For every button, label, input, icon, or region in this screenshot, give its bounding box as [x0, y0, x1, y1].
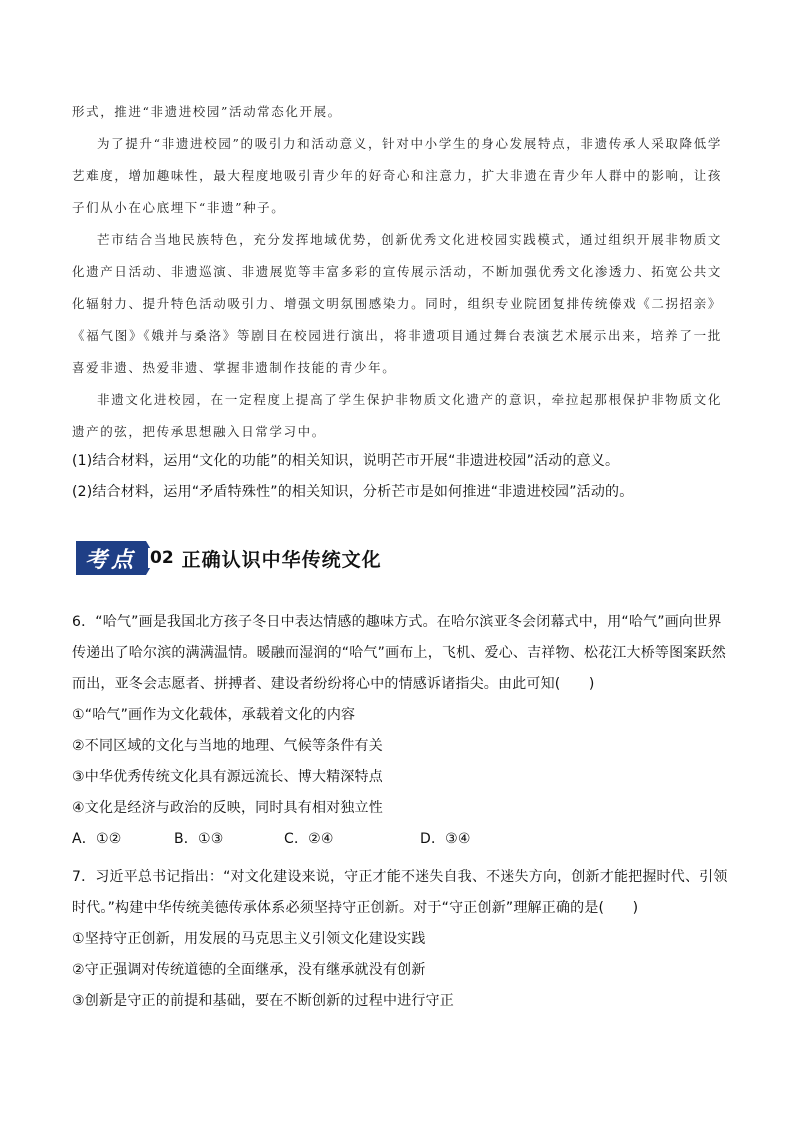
- question-7: [72, 862, 732, 1017]
- question-stem: 6．“哈气”画是我国北方孩子冬日中表达情感的趣味方式。在哈尔滨亚冬会闭幕式中，用“哈气”画向世界传递出了哈尔滨的满满温情。暖融而湿润的“哈气”画布上，飞机、爱心、吉祥物、松花江大桥等图案跃然而出，亚冬会志愿者、拼搏者、建设者纷纷将心中的情感诉诸指尖。由此可知( ): [72, 614, 726, 692]
- material-paragraph: 非遗文化进校园，在一定程度上提高了学生保护非物质文化遗产的意识，牵拉起那根保护非物质文化遗产的弦，把传承思想融入日常学习中。: [72, 392, 722, 439]
- option-d[interactable]: D．③④: [420, 831, 471, 847]
- section-badge: [76, 541, 146, 575]
- question-stem: 7．习近平总书记指出：“对文化建设来说，守正才能不迷失自我、不迷失方向，创新才能把握时代、引领时代。”构建中华传统美德传承体系必须坚持守正创新。对于“守正创新”理解正确的是( ): [72, 869, 728, 916]
- statement-item: ①坚持守正创新，用发展的马克思主义引领文化建设实践: [72, 931, 426, 947]
- section-banner: [76, 541, 382, 575]
- statement-item: ②守正强调对传统道德的全面继承，没有继承就没有创新: [72, 962, 426, 978]
- statement-item: ③中华优秀传统文化具有源远流长、博大精深特点: [72, 769, 383, 785]
- answer-options: [72, 824, 732, 855]
- sub-question-1: (1)结合材料，运用“文化的功能”的相关知识，说明芒市开展“非遗进校园”活动的意义。: [72, 453, 620, 469]
- section-number: 02: [148, 548, 178, 568]
- material-paragraph: 为了提升“非遗进校园”的吸引力和活动意义，针对中小学生的身心发展特点，非遗传承人采取降低学艺难度，增加趣味性，最大程度地吸引青少年的好奇心和注意力，扩大非遗在青少年人群中的影响，让孩子们从小在心底埋下“非遗”种子。: [72, 136, 722, 215]
- sub-question-2: (2)结合材料，运用“矛盾特殊性”的相关知识，分析芒市是如何推进“非遗进校园”活动的。: [72, 484, 634, 500]
- option-b[interactable]: B．①③: [174, 831, 224, 847]
- material-paragraph: 形式，推进“非遗进校园”活动常态化开展。: [72, 104, 342, 119]
- section-title: 正确认识中华传统文化: [181, 548, 382, 571]
- statement-item: ④文化是经济与政治的反映，同时具有相对独立性: [72, 800, 383, 816]
- material-text: [72, 96, 722, 448]
- option-a[interactable]: A．①②: [72, 831, 122, 847]
- section-badge-label: 考点: [84, 546, 137, 573]
- statement-item: ③创新是守正的前提和基础，要在不断创新的过程中进行守正: [72, 993, 454, 1009]
- statement-item: ②不同区域的文化与当地的地理、气候等条件有关: [72, 738, 383, 754]
- option-c[interactable]: C．②④: [284, 831, 334, 847]
- material-paragraph: 芒市结合当地民族特色，充分发挥地域优势，创新优秀文化进校园实践模式，通过组织开展非物质文化遗产日活动、非遗巡演、非遗展览等丰富多彩的宣传展示活动，不断加强优秀文化渗透力、拓宽公共文化辐射力、提升特色活动吸引力、增强文明氛围感染力。同时，组织专业院团复排传统傣戏《二拐招亲》《福气图》《娥并与桑洛》等剧目在校园进行演出，将非遗项目通过舞台表演艺术展示出来，培养了一批喜爱非遗、热爱非遗、掌握非遗制作技能的青少年。: [72, 232, 722, 375]
- question-6: [72, 607, 732, 855]
- question-5-subquestions: [72, 446, 732, 508]
- statement-item: ①“哈气”画作为文化载体，承载着文化的内容: [72, 707, 356, 723]
